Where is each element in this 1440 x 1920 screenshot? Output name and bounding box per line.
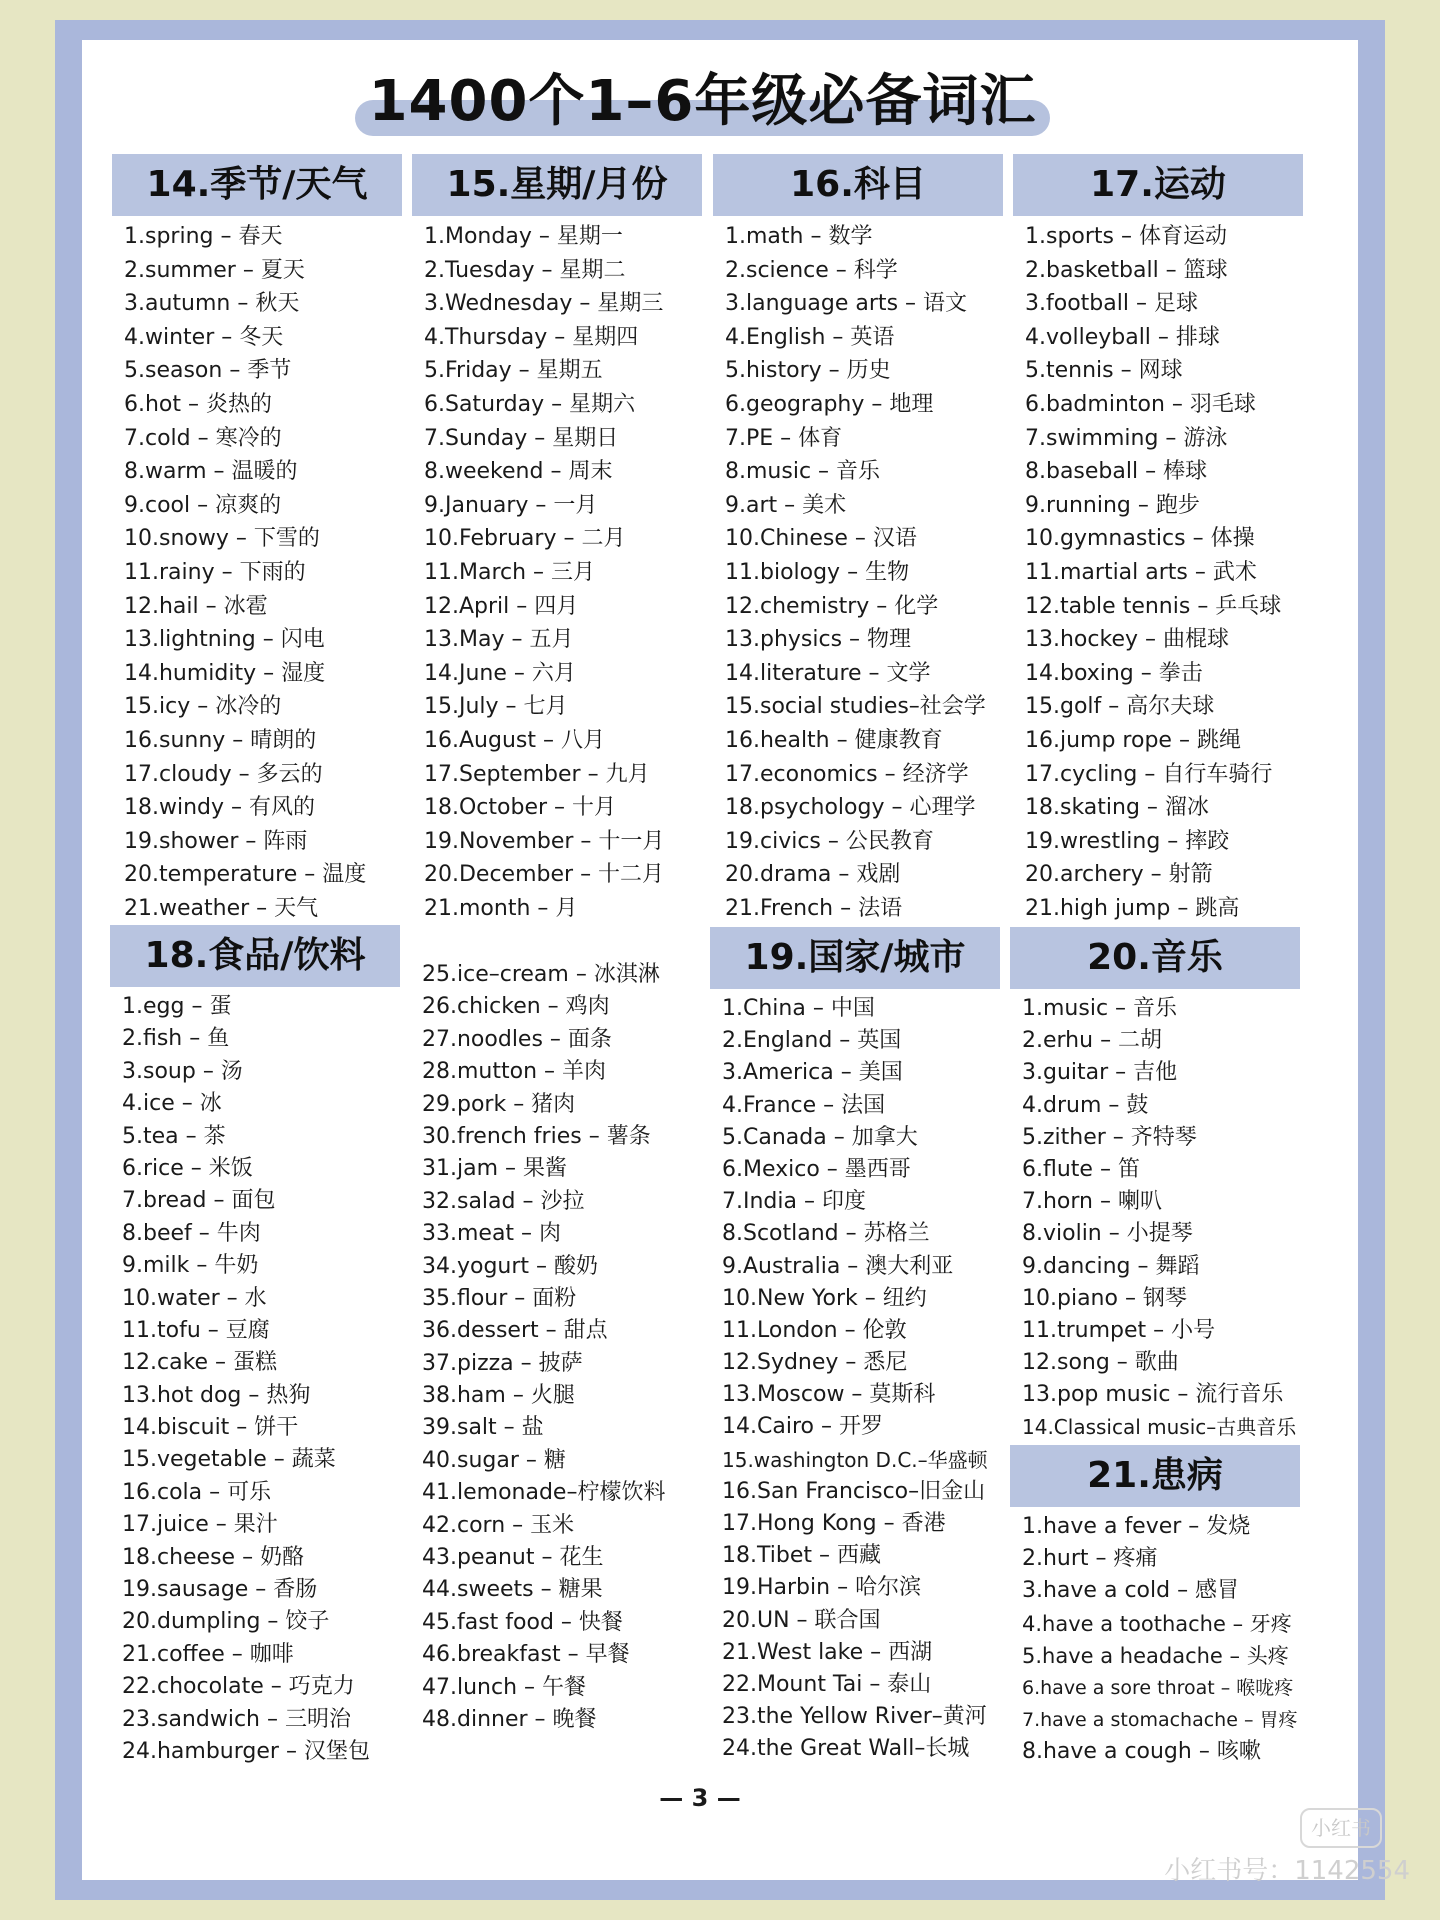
vocab-entry: 48.dinner – 晚餐 [422,1706,597,1732]
section-header: 16.科目 [713,154,1003,216]
vocab-entry: 20.UN – 联合国 [722,1607,881,1633]
vocab-entry: 14.literature – 文学 [725,660,931,686]
page-title: 1400个1–6年级必备词汇 [368,69,1037,134]
vocab-entry: 1.China – 中国 [722,996,875,1021]
vocab-entry: 8.weekend – 周末 [424,459,613,485]
vocab-entry: 36.dessert – 甜点 [422,1318,608,1344]
section-header: 17.运动 [1013,154,1303,216]
vocab-entry: 4.drum – 鼓 [1022,1092,1149,1118]
vocab-entry: 46.breakfast – 早餐 [422,1642,630,1668]
vocab-entry: 12.cake – 蛋糕 [122,1350,278,1376]
vocab-entry: 10.water – 水 [122,1285,267,1311]
vocab-entry: 1.spring – 春天 [124,224,283,249]
watermark-logo: 小红书 [1300,1808,1382,1848]
vocab-entry: 8.have a cough – 咳嗽 [1022,1739,1261,1765]
section-header: 15.星期/月份 [412,154,702,216]
vocab-entry: 9.dancing – 舞蹈 [1022,1253,1200,1279]
vocab-entry: 10.gymnastics – 体操 [1025,526,1255,552]
vocab-entry: 1.music – 音乐 [1022,996,1178,1021]
section-weekdays-months [412,154,702,925]
vocab-entry: 5.Friday – 星期五 [424,358,603,384]
vocab-entry: 28.mutton – 羊肉 [422,1059,607,1085]
vocab-entry: 18.October – 十月 [424,795,617,821]
vocab-entry: 3.football – 足球 [1025,291,1198,317]
word-list [1013,220,1303,925]
vocab-entry: 43.peanut – 花生 [422,1545,604,1571]
vocab-entry: 13.hockey – 曲棍球 [1025,627,1229,653]
vocab-entry: 14.biscuit – 饼干 [122,1415,299,1441]
vocab-entry: 14.June – 六月 [424,660,576,686]
vocab-entry: 7.have a stomachache – 胃疼 [1022,1709,1298,1732]
vocab-entry: 13.physics – 物理 [725,627,912,653]
section-sports [1013,154,1303,925]
vocab-entry: 6.Saturday – 星期六 [424,391,636,417]
vocab-entry: 9.art – 美术 [725,492,847,518]
vocab-entry: 18.Tibet – 西藏 [722,1543,881,1569]
vocab-entry: 16.sunny – 晴朗的 [124,727,317,753]
vocab-entry: 12.table tennis – 乒乓球 [1025,593,1282,619]
vocab-entry: 25.ice–cream – 冰淇淋 [422,962,660,987]
vocab-entry: 9.running – 跑步 [1025,492,1200,518]
vocab-entry: 1.Monday – 星期一 [424,224,623,249]
vocab-entry: 11.trumpet – 小号 [1022,1317,1216,1343]
vocab-entry: 21.West lake – 西湖 [722,1639,933,1665]
vocab-entry: 13.hot dog – 热狗 [122,1382,311,1408]
word-list [713,220,1003,925]
vocab-entry: 5.zither – 齐特琴 [1022,1124,1197,1150]
section-food-drinks [110,925,400,1768]
vocab-entry: 20.December – 十二月 [424,862,665,888]
vocab-entry: 9.milk – 牛奶 [122,1253,259,1279]
vocab-entry: 24.the Great Wall–长城 [722,1736,970,1762]
section-subjects [713,154,1003,925]
vocab-entry: 8.baseball – 棒球 [1025,459,1208,485]
vocab-entry: 12.chemistry – 化学 [725,593,939,619]
vocab-entry: 20.drama – 戏剧 [725,862,901,888]
vocab-entry: 26.chicken – 鸡肉 [422,994,610,1020]
vocab-entry: 9.Australia – 澳大利亚 [722,1253,954,1279]
vocab-entry: 3.Wednesday – 星期三 [424,291,664,317]
vocab-entry: 23.the Yellow River–黄河 [722,1704,987,1730]
vocab-entry: 4.English – 英语 [725,324,895,350]
vocab-entry: 14.humidity – 湿度 [124,660,326,686]
vocab-entry: 4.Thursday – 星期四 [424,324,639,350]
section-seasons-weather [112,154,402,925]
vocab-entry: 21.month – 月 [424,895,578,921]
vocab-entry: 7.India – 印度 [722,1189,866,1215]
vocab-entry: 20.dumpling – 饺子 [122,1609,330,1635]
vocab-entry: 5.Canada – 加拿大 [722,1124,918,1150]
vocab-entry: 14.Classical music–古典音乐 [1022,1415,1297,1440]
vocab-entry: 2.England – 英国 [722,1028,902,1054]
vocab-entry: 19.civics – 公民教育 [725,828,934,854]
vocab-entry: 8.Scotland – 苏格兰 [722,1221,930,1247]
vocab-entry: 15.icy – 冰冷的 [124,694,282,720]
vocab-entry: 23.sandwich – 三明治 [122,1706,351,1732]
vocab-entry: 19.shower – 阵雨 [124,828,308,854]
vocab-entry: 39.salt – 盐 [422,1415,544,1441]
vocab-entry: 12.Sydney – 悉尼 [722,1350,908,1376]
vocab-entry: 17.Hong Kong – 香港 [722,1511,946,1536]
vocab-entry: 14.boxing – 拳击 [1025,660,1203,686]
vocab-entry: 15.golf – 高尔夫球 [1025,694,1215,720]
vocab-entry: 1.sports – 体育运动 [1025,224,1227,249]
word-list [710,993,1000,1766]
vocab-entry: 2.summer – 夏天 [124,257,305,283]
vocab-entry: 13.lightning – 闪电 [124,627,325,653]
vocab-entry: 7.swimming – 游泳 [1025,425,1228,451]
vocab-entry: 20.temperature – 温度 [124,862,367,888]
word-list [412,220,702,925]
vocab-entry: 8.beef – 牛肉 [122,1220,261,1246]
vocab-entry: 22.Mount Tai – 泰山 [722,1671,932,1697]
vocab-entry: 6.rice – 米饭 [122,1155,253,1181]
vocab-entry: 10.snowy – 下雪的 [124,526,320,552]
vocab-entry: 3.guitar – 吉他 [1022,1060,1178,1086]
vocab-entry: 13.Moscow – 莫斯科 [722,1382,936,1408]
vocab-entry: 4.winter – 冬天 [124,324,284,350]
vocab-entry: 18.psychology – 心理学 [725,795,976,821]
section-header: 20.音乐 [1010,927,1300,989]
vocab-entry: 11.martial arts – 武术 [1025,559,1257,585]
vocab-entry: 34.yogurt – 酸奶 [422,1253,599,1279]
vocab-entry: 21.weather – 天气 [124,895,319,921]
vocab-entry: 16.jump rope – 跳绳 [1025,727,1241,753]
vocab-entry: 18.windy – 有风的 [124,795,316,821]
vocab-entry: 41.lemonade–柠檬饮料 [422,1480,666,1506]
vocab-entry: 37.pizza – 披萨 [422,1350,583,1376]
vocab-entry: 10.Chinese – 汉语 [725,526,917,552]
word-list [1010,993,1300,1444]
watermark-text: 小红书号：1142554 [1164,1856,1410,1886]
vocab-entry: 11.March – 三月 [424,559,596,585]
vocab-entry: 17.juice – 果汁 [122,1512,278,1538]
vocab-entry: 22.chocolate – 巧克力 [122,1674,355,1700]
vocab-entry: 19.sausage – 香肠 [122,1577,318,1603]
section-illness [1010,1445,1300,1769]
vocab-entry: 31.jam – 果酱 [422,1156,567,1182]
vocab-entry: 12.song – 歌曲 [1022,1350,1179,1376]
vocab-entry: 6.geography – 地理 [725,391,934,417]
vocab-entry: 3.soup – 汤 [122,1058,243,1084]
section-header: 18.食品/饮料 [110,925,400,987]
vocab-entry: 11.rainy – 下雨的 [124,559,306,585]
vocab-entry: 21.coffee – 咖啡 [122,1641,294,1667]
vocab-entry: 2.Tuesday – 星期二 [424,257,626,283]
vocab-entry: 6.hot – 炎热的 [124,391,273,417]
vocab-entry: 10.February – 二月 [424,526,626,552]
vocab-entry: 16.cola – 可乐 [122,1479,272,1505]
vocab-entry: 8.music – 音乐 [725,459,881,485]
section-header: 21.患病 [1010,1445,1300,1507]
vocab-entry: 18.skating – 溜冰 [1025,795,1209,821]
vocab-entry: 15.washington D.C.–华盛顿 [722,1447,988,1472]
vocab-entry: 6.Mexico – 墨西哥 [722,1156,911,1182]
vocab-entry: 6.flute – 笛 [1022,1156,1140,1182]
vocab-entry: 15.social studies–社会学 [725,694,986,720]
vocab-entry: 19.November – 十一月 [424,828,665,854]
word-list [1010,1511,1300,1769]
section-header: 14.季节/天气 [112,154,402,216]
section-countries-cities [710,927,1000,1766]
vocab-entry: 12.hail – 冰雹 [124,593,268,619]
vocab-entry: 2.erhu – 二胡 [1022,1028,1163,1054]
vocab-entry: 38.ham – 火腿 [422,1383,575,1409]
vocab-entry: 20.archery – 射箭 [1025,862,1213,888]
vocab-entry: 2.fish – 鱼 [122,1026,230,1052]
vocab-entry: 18.cheese – 奶酪 [122,1544,305,1570]
vocab-entry: 17.cycling – 自行车骑行 [1025,761,1273,787]
vocab-entry: 42.corn – 玉米 [422,1512,575,1538]
vocab-entry: 32.salad – 沙拉 [422,1188,585,1214]
vocab-entry: 4.France – 法国 [722,1092,886,1118]
vocab-entry: 30.french fries – 薯条 [422,1123,651,1149]
vocab-entry: 29.pork – 猪肉 [422,1091,576,1117]
vocab-entry: 16.August – 八月 [424,727,605,753]
vocab-entry: 11.London – 伦敦 [722,1317,907,1343]
page-number: — 3 — [659,1784,741,1812]
section-header: 19.国家/城市 [710,927,1000,989]
vocab-entry: 27.noodles – 面条 [422,1026,612,1052]
vocab-entry: 6.badminton – 羽毛球 [1025,391,1256,417]
vocab-entry: 9.January – 一月 [424,492,598,518]
vocab-entry: 5.season – 季节 [124,358,292,384]
vocab-entry: 7.horn – 喇叭 [1022,1189,1162,1215]
vocab-entry: 40.sugar – 糖 [422,1447,566,1473]
vocab-entry: 3.have a cold – 感冒 [1022,1578,1240,1604]
vocab-entry: 10.New York – 纽约 [722,1285,927,1311]
vocab-entry: 2.hurt – 疼痛 [1022,1546,1158,1572]
vocab-entry: 7.PE – 体育 [725,425,843,451]
vocab-entry: 5.tennis – 网球 [1025,358,1183,384]
vocab-entry: 19.Harbin – 哈尔滨 [722,1575,922,1601]
vocab-entry: 44.sweets – 糖果 [422,1577,603,1603]
vocab-entry: 11.tofu – 豆腐 [122,1317,270,1343]
word-list [110,991,400,1768]
vocab-entry: 10.piano – 钢琴 [1022,1285,1187,1311]
vocab-entry: 13.pop music – 流行音乐 [1022,1382,1284,1408]
vocab-entry: 11.biology – 生物 [725,559,910,585]
vocab-entry: 17.cloudy – 多云的 [124,761,323,787]
vocab-entry: 17.economics – 经济学 [725,761,969,787]
section-music [1010,927,1300,1444]
vocab-entry: 7.bread – 面包 [122,1188,276,1214]
vocab-entry: 21.high jump – 跳高 [1025,895,1240,921]
vocab-entry: 16.health – 健康教育 [725,727,943,753]
vocab-entry: 13.May – 五月 [424,627,574,653]
vocab-entry: 7.cold – 寒冷的 [124,425,282,451]
vocab-entry: 12.April – 四月 [424,593,579,619]
vocab-entry: 2.science – 科学 [725,257,898,283]
vocab-entry: 5.have a headache – 头疼 [1022,1643,1289,1668]
title-block [355,62,1050,142]
vocab-entry: 15.July – 七月 [424,694,568,720]
vocab-entry: 4.volleyball – 排球 [1025,324,1220,350]
vocab-entry: 14.Cairo – 开罗 [722,1414,883,1440]
vocab-entry: 7.Sunday – 星期日 [424,425,619,451]
vocab-entry: 17.September – 九月 [424,761,650,787]
vocab-entry: 3.language arts – 语文 [725,291,968,317]
vocab-entry: 8.warm – 温暖的 [124,459,298,485]
section-food-drinks-continued [410,959,700,1736]
vocab-entry: 3.America – 美国 [722,1060,903,1086]
vocab-entry: 5.history – 历史 [725,358,891,384]
vocab-entry: 19.wrestling – 摔跤 [1025,828,1230,854]
vocab-entry: 6.have a sore throat – 喉咙疼 [1022,1676,1294,1699]
vocab-entry: 9.cool – 凉爽的 [124,492,282,518]
vocab-entry: 45.fast food – 快餐 [422,1609,623,1635]
word-list [410,959,700,1736]
vocab-entry: 1.have a fever – 发烧 [1022,1514,1251,1539]
vocab-entry: 3.autumn – 秋天 [124,291,300,317]
vocab-entry: 1.egg – 蛋 [122,994,232,1019]
vocab-entry: 8.violin – 小提琴 [1022,1221,1193,1247]
vocab-entry: 24.hamburger – 汉堡包 [122,1738,370,1764]
vocab-entry: 21.French – 法语 [725,895,903,921]
vocab-entry: 35.flour – 面粉 [422,1285,577,1311]
vocab-entry: 15.vegetable – 蔬菜 [122,1447,336,1473]
word-list [112,220,402,925]
vocab-entry: 1.math – 数学 [725,224,873,249]
vocab-entry: 47.lunch – 午餐 [422,1674,587,1700]
vocab-entry: 5.tea – 茶 [122,1123,226,1149]
vocab-entry: 4.ice – 冰 [122,1091,222,1117]
vocab-entry: 2.basketball – 篮球 [1025,257,1228,283]
vocab-entry: 4.have a toothache – 牙疼 [1022,1611,1292,1636]
vocab-entry: 16.San Francisco–旧金山 [722,1478,986,1504]
vocab-entry: 33.meat – 肉 [422,1221,562,1247]
